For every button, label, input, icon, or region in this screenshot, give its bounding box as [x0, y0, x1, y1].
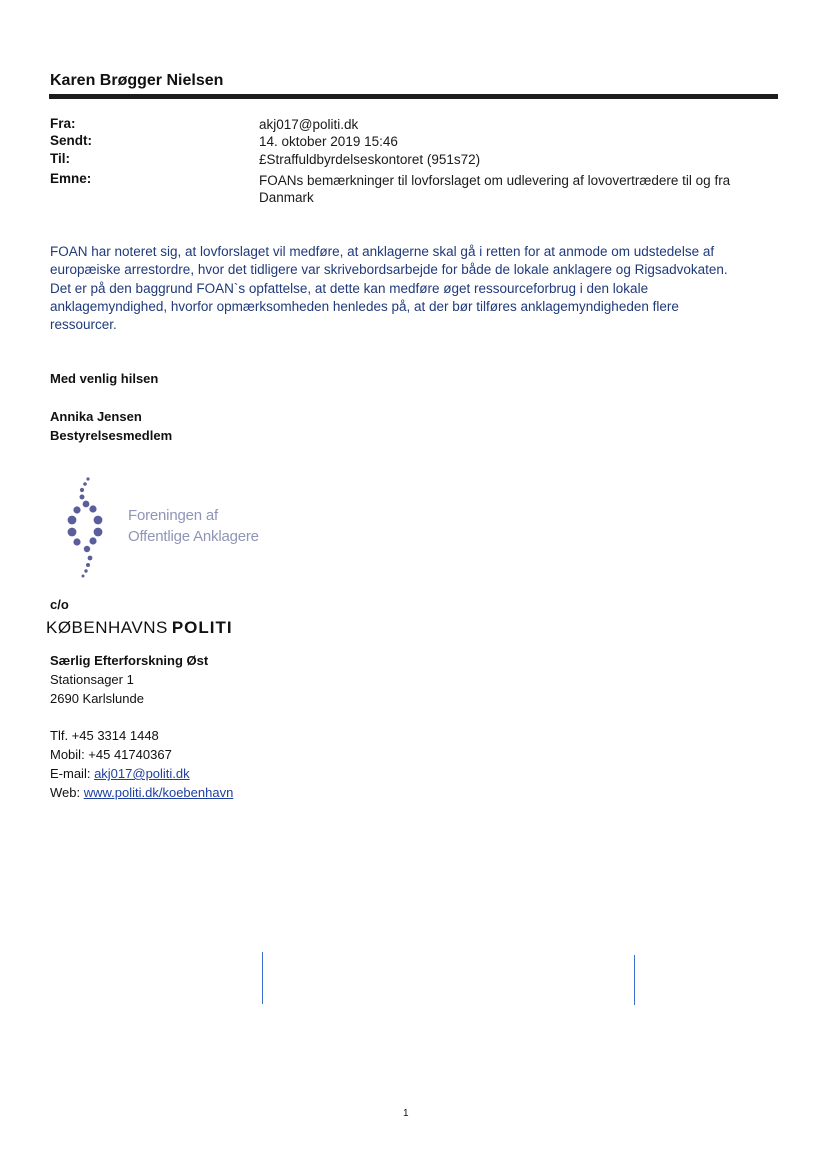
message-body: [50, 243, 780, 334]
police-logo-text: KØBENHAVNS: [46, 618, 168, 637]
scan-mark-right: [634, 955, 635, 1005]
logo-text-line: Foreningen af: [128, 507, 218, 524]
scan-mark-left: [262, 952, 263, 1004]
signer-name: Annika Jensen: [50, 409, 142, 424]
subject-line: FOANs bemærkninger til lovforslaget om udlevering af lovovertrædere til og fra: [259, 173, 731, 188]
from-value: akj017@politi.dk: [259, 117, 359, 132]
from-label: Fra:: [50, 116, 76, 131]
mobile: Mobil: +45 41740367: [50, 747, 172, 762]
body-line: ressourcer.: [50, 317, 117, 333]
sender-name: Karen Brøgger Nielsen: [50, 72, 224, 89]
to-value: £Straffuldbyrdelseskontoret (951s72): [259, 152, 481, 167]
police-logo-text-bold: POLITI: [171, 618, 233, 637]
web-link[interactable]: www.politi.dk/koebenhavn: [83, 785, 234, 800]
logo-text-line: Offentlige Anklagere: [128, 528, 259, 545]
body-line: FOAN har noteret sig, at lovforslaget vil medføre, at anklagerne skal gå i retten for at anmode om udstedelse af: [50, 244, 715, 259]
email-label: E-mail:: [50, 766, 95, 781]
police-logo: [46, 618, 233, 638]
body-line: Det er på den baggrund FOAN`s opfattelse, at dette kan medføre øget ressourceforbrug i den lokale: [50, 280, 649, 296]
street-address: Stationsager 1: [50, 672, 134, 687]
care-of: c/o: [50, 597, 69, 612]
signer-title: Bestyrelsesmedlem: [50, 428, 173, 443]
subject-label: Emne:: [50, 171, 92, 186]
body-line: anklagemyndighed, hvorfor opmærksomheden henledes på, at der bør tilføres anklagemyndigheden flere: [50, 298, 679, 314]
header-rule: [49, 94, 778, 99]
city-address: 2690 Karlslunde: [50, 691, 144, 706]
unit-name: Særlig Efterforskning Øst: [50, 653, 209, 668]
sent-value: 14. oktober 2019 15:46: [259, 134, 398, 149]
subject-line: Danmark: [259, 190, 314, 205]
phone: Tlf. +45 3314 1448: [50, 728, 159, 743]
page-number: 1: [403, 1108, 409, 1119]
foan-logo: [60, 474, 270, 584]
email-link[interactable]: akj017@politi.dk: [94, 766, 190, 781]
subject-value: [259, 172, 730, 206]
foan-logo-icon: [60, 474, 130, 584]
greeting: Med venlig hilsen: [50, 371, 159, 386]
to-label: Til:: [50, 151, 70, 166]
sent-label: Sendt:: [50, 133, 92, 148]
web-line: [50, 785, 233, 800]
body-line: europæiske arrestordre, hvor det tidligere var skrivebordsarbejde for både de lokale anklagere og Rigsadvokaten.: [50, 262, 728, 278]
email-line: [50, 766, 190, 781]
web-label: Web:: [50, 785, 84, 800]
